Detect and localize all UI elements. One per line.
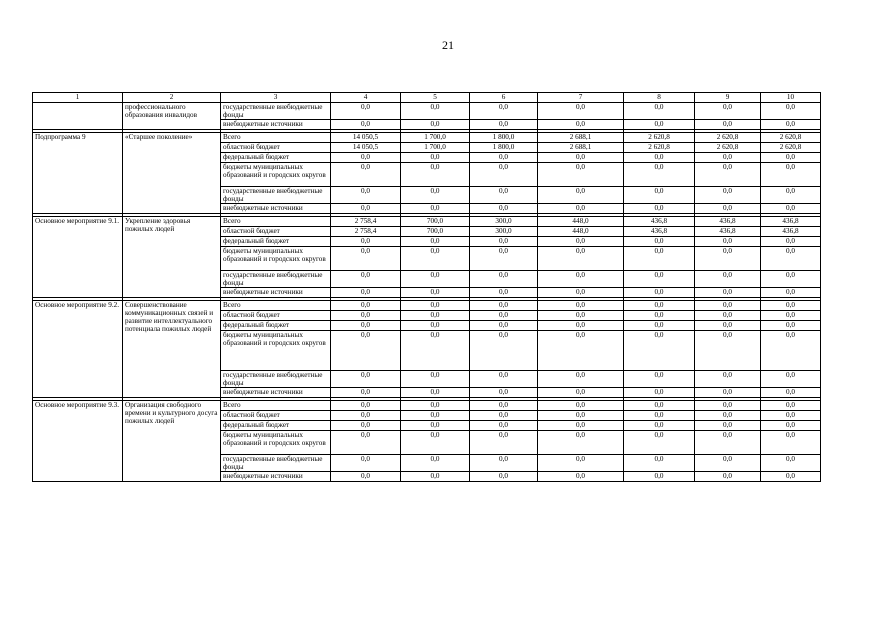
program-title-cell: «Старшее поколение»: [123, 133, 221, 214]
table-body: [33, 93, 821, 482]
value-cell: 0,0: [761, 120, 821, 130]
header-cell: 8: [624, 93, 695, 103]
value-cell: 0,0: [538, 237, 624, 247]
value-cell: 0,0: [695, 371, 761, 388]
value-cell: 0,0: [401, 411, 470, 421]
header-cell: 2: [123, 93, 221, 103]
value-cell: 700,0: [401, 227, 470, 237]
funding-source-cell: государственные внебюджетные фонды: [221, 103, 331, 120]
value-cell: 0,0: [538, 421, 624, 431]
value-cell: 0,0: [470, 321, 538, 331]
value-cell: 436,8: [624, 217, 695, 227]
value-cell: 0,0: [538, 288, 624, 298]
value-cell: 0,0: [538, 431, 624, 455]
value-cell: 0,0: [331, 431, 401, 455]
header-cell: 4: [331, 93, 401, 103]
funding-source-cell: федеральный бюджет: [221, 321, 331, 331]
value-cell: 448,0: [538, 227, 624, 237]
value-cell: 0,0: [695, 163, 761, 187]
value-cell: 0,0: [761, 311, 821, 321]
value-cell: 0,0: [695, 388, 761, 398]
value-cell: 0,0: [331, 237, 401, 247]
value-cell: 0,0: [331, 204, 401, 214]
header-cell: 7: [538, 93, 624, 103]
value-cell: 0,0: [401, 153, 470, 163]
table-row: [33, 133, 821, 143]
value-cell: 0,0: [695, 247, 761, 271]
value-cell: 0,0: [470, 401, 538, 411]
header-row: [33, 93, 821, 103]
value-cell: 1 800,0: [470, 133, 538, 143]
funding-source-cell: государственные внебюджетные фонды: [221, 455, 331, 472]
value-cell: 0,0: [624, 371, 695, 388]
value-cell: 0,0: [331, 411, 401, 421]
funding-source-cell: областной бюджет: [221, 411, 331, 421]
value-cell: 2 688,1: [538, 143, 624, 153]
value-cell: 0,0: [470, 388, 538, 398]
page-number: 21: [442, 38, 454, 52]
program-title-cell: профессионального образования инвалидов: [123, 103, 221, 130]
value-cell: 0,0: [761, 204, 821, 214]
value-cell: 0,0: [695, 401, 761, 411]
funding-source-cell: государственные внебюджетные фонды: [221, 187, 331, 204]
header-cell: 6: [470, 93, 538, 103]
value-cell: 0,0: [401, 237, 470, 247]
value-cell: 0,0: [538, 163, 624, 187]
value-cell: 0,0: [695, 204, 761, 214]
value-cell: 0,0: [695, 311, 761, 321]
funding-source-cell: Всего: [221, 301, 331, 311]
program-title-cell: Совершенствование коммуникационных связей и развитие интеллектуального потенциала пожилых людей: [123, 301, 221, 398]
funding-source-cell: внебюджетные источники: [221, 288, 331, 298]
value-cell: 0,0: [761, 288, 821, 298]
value-cell: 0,0: [695, 321, 761, 331]
funding-source-cell: внебюджетные источники: [221, 204, 331, 214]
table-row: [33, 217, 821, 227]
funding-source-cell: Всего: [221, 133, 331, 143]
value-cell: 0,0: [624, 421, 695, 431]
value-cell: 2 758,4: [331, 217, 401, 227]
value-cell: 0,0: [761, 388, 821, 398]
value-cell: 0,0: [761, 472, 821, 482]
value-cell: 0,0: [761, 237, 821, 247]
value-cell: 0,0: [624, 311, 695, 321]
value-cell: 0,0: [470, 247, 538, 271]
value-cell: 0,0: [538, 120, 624, 130]
value-cell: 0,0: [695, 153, 761, 163]
value-cell: 0,0: [470, 120, 538, 130]
value-cell: 0,0: [761, 421, 821, 431]
header-cell: 3: [221, 93, 331, 103]
value-cell: 0,0: [538, 204, 624, 214]
value-cell: 436,8: [761, 227, 821, 237]
value-cell: 0,0: [331, 401, 401, 411]
value-cell: 0,0: [401, 271, 470, 288]
value-cell: 0,0: [401, 103, 470, 120]
value-cell: 0,0: [538, 371, 624, 388]
value-cell: 0,0: [401, 187, 470, 204]
funding-source-cell: областной бюджет: [221, 227, 331, 237]
funding-source-cell: федеральный бюджет: [221, 153, 331, 163]
value-cell: 0,0: [624, 472, 695, 482]
value-cell: 0,0: [331, 371, 401, 388]
value-cell: 0,0: [538, 321, 624, 331]
value-cell: 0,0: [538, 472, 624, 482]
value-cell: 0,0: [761, 431, 821, 455]
value-cell: 0,0: [401, 120, 470, 130]
value-cell: 0,0: [331, 321, 401, 331]
value-cell: 0,0: [624, 301, 695, 311]
value-cell: 0,0: [538, 401, 624, 411]
value-cell: 2 620,8: [695, 133, 761, 143]
value-cell: 0,0: [695, 288, 761, 298]
value-cell: 1 800,0: [470, 143, 538, 153]
value-cell: 0,0: [401, 163, 470, 187]
value-cell: 0,0: [331, 388, 401, 398]
funding-source-cell: бюджеты муниципальных образований и городских округов: [221, 247, 331, 271]
value-cell: 0,0: [401, 331, 470, 371]
header-cell: 1: [33, 93, 123, 103]
value-cell: 0,0: [761, 411, 821, 421]
value-cell: 0,0: [470, 103, 538, 120]
value-cell: 0,0: [401, 401, 470, 411]
value-cell: 14 050,5: [331, 143, 401, 153]
funding-source-cell: областной бюджет: [221, 311, 331, 321]
value-cell: 1 700,0: [401, 133, 470, 143]
value-cell: 0,0: [538, 103, 624, 120]
funding-source-cell: федеральный бюджет: [221, 421, 331, 431]
value-cell: 0,0: [470, 311, 538, 321]
program-name-cell: Подпрограмма 9: [33, 133, 123, 214]
value-cell: 0,0: [761, 301, 821, 311]
value-cell: 0,0: [624, 288, 695, 298]
value-cell: 0,0: [538, 388, 624, 398]
value-cell: 2 620,8: [761, 143, 821, 153]
value-cell: 0,0: [331, 288, 401, 298]
value-cell: 0,0: [624, 388, 695, 398]
funding-source-cell: внебюджетные источники: [221, 388, 331, 398]
program-name-cell: Основное мероприятие 9.2.: [33, 301, 123, 398]
value-cell: 0,0: [470, 455, 538, 472]
funding-source-cell: внебюджетные источники: [221, 120, 331, 130]
funding-source-cell: федеральный бюджет: [221, 237, 331, 247]
value-cell: 0,0: [695, 411, 761, 421]
value-cell: 0,0: [470, 288, 538, 298]
funding-source-cell: бюджеты муниципальных образований и городских округов: [221, 431, 331, 455]
value-cell: 436,8: [695, 217, 761, 227]
value-cell: 0,0: [331, 187, 401, 204]
value-cell: 0,0: [331, 271, 401, 288]
value-cell: 0,0: [331, 153, 401, 163]
value-cell: 0,0: [624, 321, 695, 331]
value-cell: 436,8: [695, 227, 761, 237]
value-cell: 0,0: [401, 288, 470, 298]
value-cell: 2 620,8: [761, 133, 821, 143]
value-cell: 0,0: [695, 120, 761, 130]
funding-source-cell: областной бюджет: [221, 143, 331, 153]
value-cell: 0,0: [624, 103, 695, 120]
value-cell: 0,0: [401, 388, 470, 398]
value-cell: 300,0: [470, 217, 538, 227]
value-cell: 0,0: [761, 321, 821, 331]
funding-source-cell: внебюджетные источники: [221, 472, 331, 482]
value-cell: 0,0: [331, 421, 401, 431]
value-cell: 0,0: [761, 331, 821, 371]
value-cell: 0,0: [470, 371, 538, 388]
value-cell: 0,0: [624, 163, 695, 187]
value-cell: 0,0: [331, 311, 401, 321]
value-cell: 2 688,1: [538, 133, 624, 143]
value-cell: 0,0: [331, 455, 401, 472]
value-cell: 0,0: [470, 237, 538, 247]
header-cell: 9: [695, 93, 761, 103]
value-cell: 0,0: [470, 472, 538, 482]
table-row: [33, 401, 821, 411]
value-cell: 0,0: [331, 103, 401, 120]
value-cell: 0,0: [624, 237, 695, 247]
table-row: [33, 301, 821, 311]
value-cell: 0,0: [695, 301, 761, 311]
value-cell: 0,0: [401, 472, 470, 482]
value-cell: 0,0: [401, 247, 470, 271]
value-cell: 0,0: [695, 331, 761, 371]
funding-source-cell: бюджеты муниципальных образований и городских округов: [221, 163, 331, 187]
value-cell: 448,0: [538, 217, 624, 227]
program-title-cell: Укрепление здоровья пожилых людей: [123, 217, 221, 298]
value-cell: 0,0: [331, 120, 401, 130]
value-cell: 0,0: [624, 455, 695, 472]
value-cell: 0,0: [624, 187, 695, 204]
value-cell: 0,0: [538, 455, 624, 472]
program-name-cell: [33, 103, 123, 130]
budget-table: [32, 92, 821, 482]
value-cell: 0,0: [624, 271, 695, 288]
value-cell: 0,0: [470, 301, 538, 311]
value-cell: 0,0: [624, 331, 695, 371]
value-cell: 2 620,8: [695, 143, 761, 153]
value-cell: 0,0: [470, 411, 538, 421]
program-title-cell: Организация свободного времени и культурного досуга пожилых людей: [123, 401, 221, 482]
value-cell: 436,8: [761, 217, 821, 227]
value-cell: 0,0: [695, 187, 761, 204]
value-cell: 0,0: [695, 271, 761, 288]
funding-source-cell: Всего: [221, 401, 331, 411]
value-cell: 0,0: [470, 421, 538, 431]
value-cell: 0,0: [624, 431, 695, 455]
value-cell: 0,0: [624, 120, 695, 130]
value-cell: 0,0: [624, 247, 695, 271]
value-cell: 0,0: [538, 301, 624, 311]
value-cell: 0,0: [695, 237, 761, 247]
value-cell: 0,0: [761, 371, 821, 388]
value-cell: 0,0: [624, 401, 695, 411]
value-cell: 0,0: [695, 103, 761, 120]
value-cell: 2 620,8: [624, 143, 695, 153]
value-cell: 0,0: [401, 455, 470, 472]
value-cell: 436,8: [624, 227, 695, 237]
funding-source-cell: бюджеты муниципальных образований и городских округов: [221, 331, 331, 371]
value-cell: 0,0: [401, 204, 470, 214]
funding-source-cell: государственные внебюджетные фонды: [221, 371, 331, 388]
funding-source-cell: Всего: [221, 217, 331, 227]
value-cell: 0,0: [538, 311, 624, 321]
value-cell: 0,0: [470, 163, 538, 187]
value-cell: 1 700,0: [401, 143, 470, 153]
value-cell: 0,0: [331, 331, 401, 371]
value-cell: 0,0: [538, 271, 624, 288]
value-cell: 0,0: [695, 472, 761, 482]
program-name-cell: Основное мероприятие 9.1.: [33, 217, 123, 298]
value-cell: 0,0: [331, 163, 401, 187]
header-cell: 5: [401, 93, 470, 103]
program-name-cell: Основное мероприятие 9.3.: [33, 401, 123, 482]
value-cell: 0,0: [470, 271, 538, 288]
value-cell: 0,0: [761, 187, 821, 204]
value-cell: 0,0: [538, 331, 624, 371]
value-cell: 0,0: [624, 204, 695, 214]
value-cell: 0,0: [538, 187, 624, 204]
funding-source-cell: государственные внебюджетные фонды: [221, 271, 331, 288]
value-cell: 14 050,5: [331, 133, 401, 143]
value-cell: 0,0: [470, 431, 538, 455]
value-cell: 0,0: [401, 321, 470, 331]
value-cell: 0,0: [331, 301, 401, 311]
value-cell: 0,0: [624, 411, 695, 421]
value-cell: 0,0: [761, 271, 821, 288]
value-cell: 0,0: [401, 301, 470, 311]
value-cell: 0,0: [401, 371, 470, 388]
value-cell: 0,0: [538, 411, 624, 421]
header-cell: 10: [761, 93, 821, 103]
value-cell: 0,0: [470, 331, 538, 371]
value-cell: 0,0: [470, 153, 538, 163]
value-cell: 0,0: [470, 204, 538, 214]
value-cell: 0,0: [538, 153, 624, 163]
value-cell: 0,0: [470, 187, 538, 204]
value-cell: 0,0: [624, 153, 695, 163]
value-cell: 0,0: [695, 431, 761, 455]
value-cell: 0,0: [538, 247, 624, 271]
value-cell: 0,0: [761, 163, 821, 187]
value-cell: 2 758,4: [331, 227, 401, 237]
value-cell: 0,0: [761, 455, 821, 472]
value-cell: 300,0: [470, 227, 538, 237]
value-cell: 0,0: [695, 455, 761, 472]
value-cell: 0,0: [401, 421, 470, 431]
value-cell: 2 620,8: [624, 133, 695, 143]
value-cell: 0,0: [761, 153, 821, 163]
value-cell: 0,0: [401, 431, 470, 455]
value-cell: 0,0: [695, 421, 761, 431]
value-cell: 0,0: [331, 247, 401, 271]
value-cell: 0,0: [331, 472, 401, 482]
value-cell: 0,0: [761, 401, 821, 411]
value-cell: 0,0: [761, 247, 821, 271]
value-cell: 0,0: [401, 311, 470, 321]
value-cell: 700,0: [401, 217, 470, 227]
value-cell: 0,0: [761, 103, 821, 120]
table-row: [33, 103, 821, 120]
